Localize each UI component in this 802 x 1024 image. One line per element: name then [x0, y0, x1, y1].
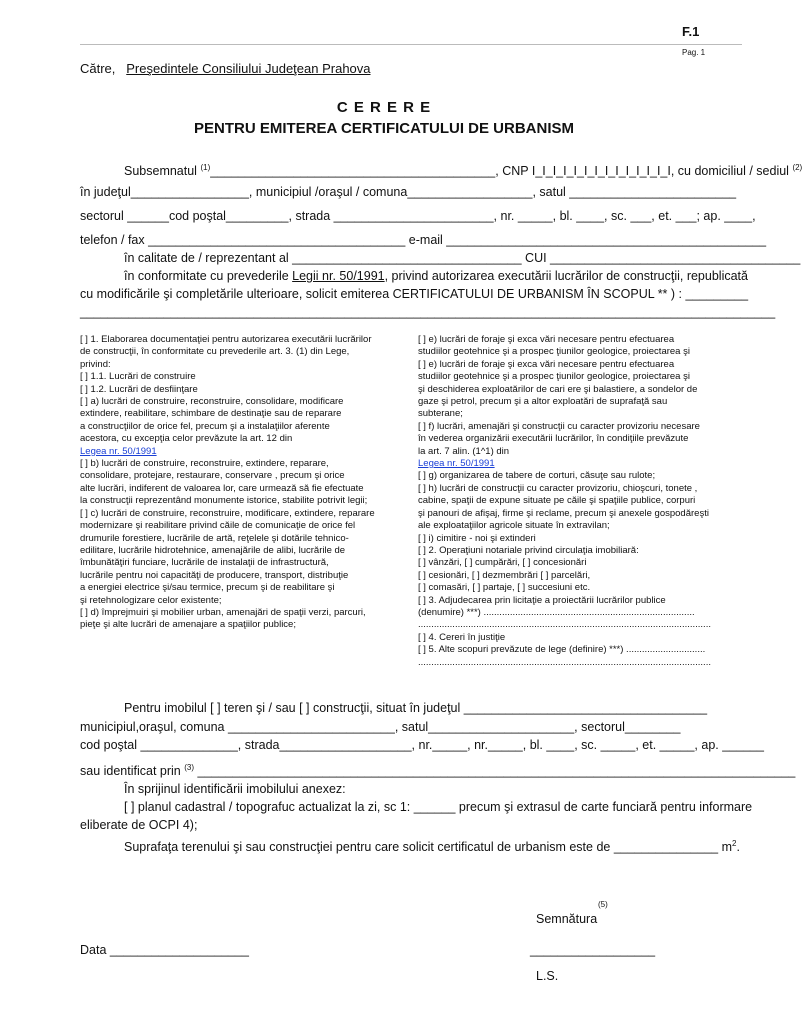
purpose-line: lucrările pentru noi capacităţi de producere, transport, distribuţie	[80, 569, 349, 581]
identified-label: sau identificat prin	[80, 764, 181, 779]
form-line-4: telefon / fax _____________________________________ e-mail ______________________________________________	[80, 233, 767, 247]
imobil-line-7: eliberate de OCPI 4);	[80, 818, 198, 832]
conformity-label: în conformitate cu prevederile	[124, 269, 289, 283]
purpose-line: [ ] vânzări, [ ] cumpărări, [ ] concesionări	[418, 557, 587, 569]
imobil-line-2: municipiul,oraşul, comuna ________________________, satul_____________________, sectorul________	[80, 720, 681, 734]
imobil-line-3: cod poştal ______________, strada___________________, nr._____, nr._____, bl. ____, sc. _____, et. _____, ap. ______	[80, 738, 764, 752]
purpose-line: gaze şi petrol, precum şi a altor exploatări de suprafaţă sau	[418, 396, 668, 408]
purpose-line: [ ] cesionări, [ ] dezmembrări [ ] parcelări,	[418, 569, 591, 581]
purpose-line: [ ] comasări, [ ] partaje, [ ] succesiuni etc.	[418, 582, 591, 594]
purpose-line: ...............................................................................................................	[418, 656, 711, 668]
form-line-2: în judeţul_________________, municipiul /oraşul / comuna__________________, satul ________________________	[80, 185, 737, 199]
purpose-line: consolidare, protejare, restaurare, conservare , precum şi orice	[80, 470, 345, 482]
purpose-line: şi deschiderea exploatărilor de cari ere şi balastiere, a sondelor de	[418, 383, 698, 395]
applicant-field: _________________________________________, CNP I_I_I_I_I_I_I_I_I_I_I_I_I_I, cu domiciliul / sediul	[210, 164, 789, 179]
title-cerere: C E R E R E	[336, 99, 432, 116]
purpose-line: acestora, cu excepţia celor prevăzute la art. 12 din	[80, 433, 293, 445]
form-line-6	[124, 269, 748, 283]
purpose-line: [ ] 1.1. Lucrări de construire	[80, 371, 196, 383]
purpose-line: edilitare, lucrările hidrotehnice, amenajările de alibi, lucrările de	[80, 544, 346, 556]
purpose-line: [ ] h) lucrări de construcţii cu caracter provizoriu, chioşcuri, tonete ,	[418, 482, 698, 494]
purpose-line: [ ] 3. Adjudecarea prin licitaţie a proiectării lucrărilor publice	[418, 594, 666, 606]
purpose-line: [ ] 2. Operaţiuni notariale privind circulaţia imobiliară:	[418, 544, 639, 556]
purpose-line: şi retehnologizare celor existente;	[80, 594, 222, 606]
purpose-line: [ ] 1. Elaborarea documentaţiei pentru autorizarea executării lucrărilor	[80, 334, 372, 345]
imobil-line-6: [ ] planul cadastral / topografuc actualizat la zi, sc 1: ______ precum şi extrasul de carte funciară pentru informare	[124, 800, 753, 814]
addressee-value: Preşedintele Consiliului Judeţean Prahova	[126, 61, 371, 76]
superscript-2: 2	[732, 839, 737, 848]
conformity-text: , privind autorizarea executării lucrărilor de construcţii, republicată	[384, 269, 748, 283]
purpose-line: cabine, spaţii de expune situate pe căile şi spaţiile publice, corpuri	[418, 495, 696, 507]
purpose-line: privind:	[80, 358, 111, 370]
surface-text: Suprafaţa terenului şi sau construcţiei pentru care solicit certificatul de urbanism este de _______________ m	[124, 840, 732, 855]
form-line-5: în calitate de / reprezentant al _________________________________ CUI ____________________________________	[124, 251, 801, 265]
purpose-line: [ ] i) cimitire - noi şi extinderi	[418, 532, 536, 544]
purpose-line: [ ] a) lucrări de construire, reconstruire, consolidare, modificare	[80, 396, 344, 408]
addressee-label: Către,	[80, 61, 116, 76]
purpose-list-right	[418, 334, 738, 669]
form-line-7: cu modificările şi completările ulterioare, solicit emiterea CERTIFICATULUI DE URBANISM ÎN SCOPUL ** ) : _________	[80, 287, 749, 301]
purpose-line: [ ] e) lucrări de foraje şi exca vări necesare pentru efectuarea	[418, 358, 675, 370]
purpose-line: [ ] 4. Cereri în justiţie	[418, 631, 506, 643]
surface-end: .	[736, 840, 740, 855]
ls-label: L.S.	[536, 969, 559, 983]
purpose-line: [ ] 1.2. Lucrări de desfiinţare	[80, 383, 198, 395]
imobil-line-4	[80, 763, 795, 778]
header-divider	[80, 44, 742, 45]
purpose-line: de construcţii, în conformitate cu prevederile art. 3. (1) din Lege,	[80, 346, 350, 358]
law-link[interactable]: Legea nr. 50/1991	[418, 458, 495, 470]
purpose-line: a construcţiilor de orice fel, precum şi a instalaţiilor aferente	[80, 420, 330, 432]
imobil-line-1: Pentru imobilul [ ] teren şi / sau [ ] construcţii, situat în judeţul ___________________________________	[124, 701, 708, 715]
purpose-line: a energiei electrice şi/sau termice, precum şi de reabilitare şi	[80, 582, 335, 594]
purpose-line: [ ] c) lucrări de construire, reconstruire, modificare, extindere, reparare	[80, 507, 375, 519]
purpose-line: îmbunătăţiri funciare, lucrările de instalaţii de infrastructură,	[80, 557, 329, 569]
note-2: (2)	[792, 163, 802, 172]
note-5: (5)	[598, 900, 608, 909]
page-number: Pag. 1	[682, 48, 706, 57]
date-field: Data ____________________	[80, 943, 249, 957]
purpose-line: [ ] 5. Alte scopuri prevăzute de lege (definire) ***) ..............................	[418, 644, 706, 656]
note-1: (1)	[200, 163, 211, 172]
purpose-line: în vederea organizării executării lucrărilor, în condiţiile prevăzute	[418, 433, 689, 445]
title-subtitle: PENTRU EMITEREA CERTIFICATULUI DE URBANISM	[194, 120, 574, 137]
purpose-line: (denumire) ***) ................................................................................	[418, 606, 695, 618]
purpose-line: [ ] b) lucrări de construire, reconstruire, extindere, reparare,	[80, 458, 329, 470]
purpose-line: extindere, reabilitare, schimbare de destinaţie sau de reparare	[80, 408, 342, 420]
addressee	[80, 61, 371, 76]
purpose-line: studiilor geotehnice şi a prospec ţiunilor geologice, proiectarea şi	[418, 346, 690, 358]
applicant-label: Subsemnatul	[124, 164, 197, 179]
purpose-line: alte lucrări, indiferent de valoarea lor, care urmează să fie efectuate	[80, 482, 364, 494]
signature-line: __________________	[530, 943, 656, 957]
purpose-list-left	[80, 334, 400, 632]
form-line-8: ____________________________________________________________________________________________________	[80, 305, 776, 319]
purpose-line: ale exploataţiilor agricole situate în extravilan;	[418, 520, 610, 532]
imobil-line-8	[124, 839, 740, 854]
purpose-line: pieţe şi alte lucrări de amenajare a spaţiilor publice;	[80, 619, 296, 631]
purpose-line: [ ] g) organizarea de tabere de corturi, căsuţe sau rulote;	[418, 470, 656, 482]
purpose-line: ...............................................................................................................	[418, 619, 711, 631]
purpose-line: modernizare şi reabilitare privind căile de comunicaţie de orice fel	[80, 520, 356, 532]
signature-label: Semnătura	[536, 912, 598, 926]
purpose-line: subterane;	[418, 408, 463, 420]
purpose-line: studiilor geotehnice şi a prospec ţiunilor geologice, proiectarea şi	[418, 371, 690, 383]
law-link[interactable]: Legii nr. 50/1991	[292, 269, 385, 283]
purpose-line: [ ] e) lucrări de foraje şi exca vări necesare pentru efectuarea	[418, 334, 675, 345]
form-code: F.1	[682, 24, 700, 39]
purpose-line: la art. 7 alin. (1^1) din	[418, 445, 510, 457]
purpose-line: drumurile forestiere, lucrările de artă, reţelele şi dotările tehnico-	[80, 532, 349, 544]
purpose-line: şi panouri de afişaj, firme şi reclame, precum şi anexele gospodăreşti	[418, 507, 709, 519]
note-3: (3)	[184, 763, 195, 772]
law-link[interactable]: Legea nr. 50/1991	[80, 445, 157, 457]
purpose-line: la construcţii reprezentând monumente istorice, stabilite potrivit legii;	[80, 495, 368, 507]
form-line-1	[124, 163, 802, 178]
purpose-line: [ ] f) lucrări, amenajări şi construcţii cu caracter provizoriu necesare	[418, 420, 700, 432]
purpose-line: [ ] d) împrejmuiri şi mobilier urban, amenajări de spaţii verzi, parcuri,	[80, 606, 366, 618]
imobil-line-5: În sprijinul identificării imobilului anexez:	[124, 782, 346, 796]
form-line-3: sectorul ______cod poştal_________, strada _______________________, nr. _____, bl. ____, sc. ___, et. ___; ap. ____,	[80, 209, 756, 223]
identified-field: ______________________________________________________________________________________	[197, 764, 796, 779]
